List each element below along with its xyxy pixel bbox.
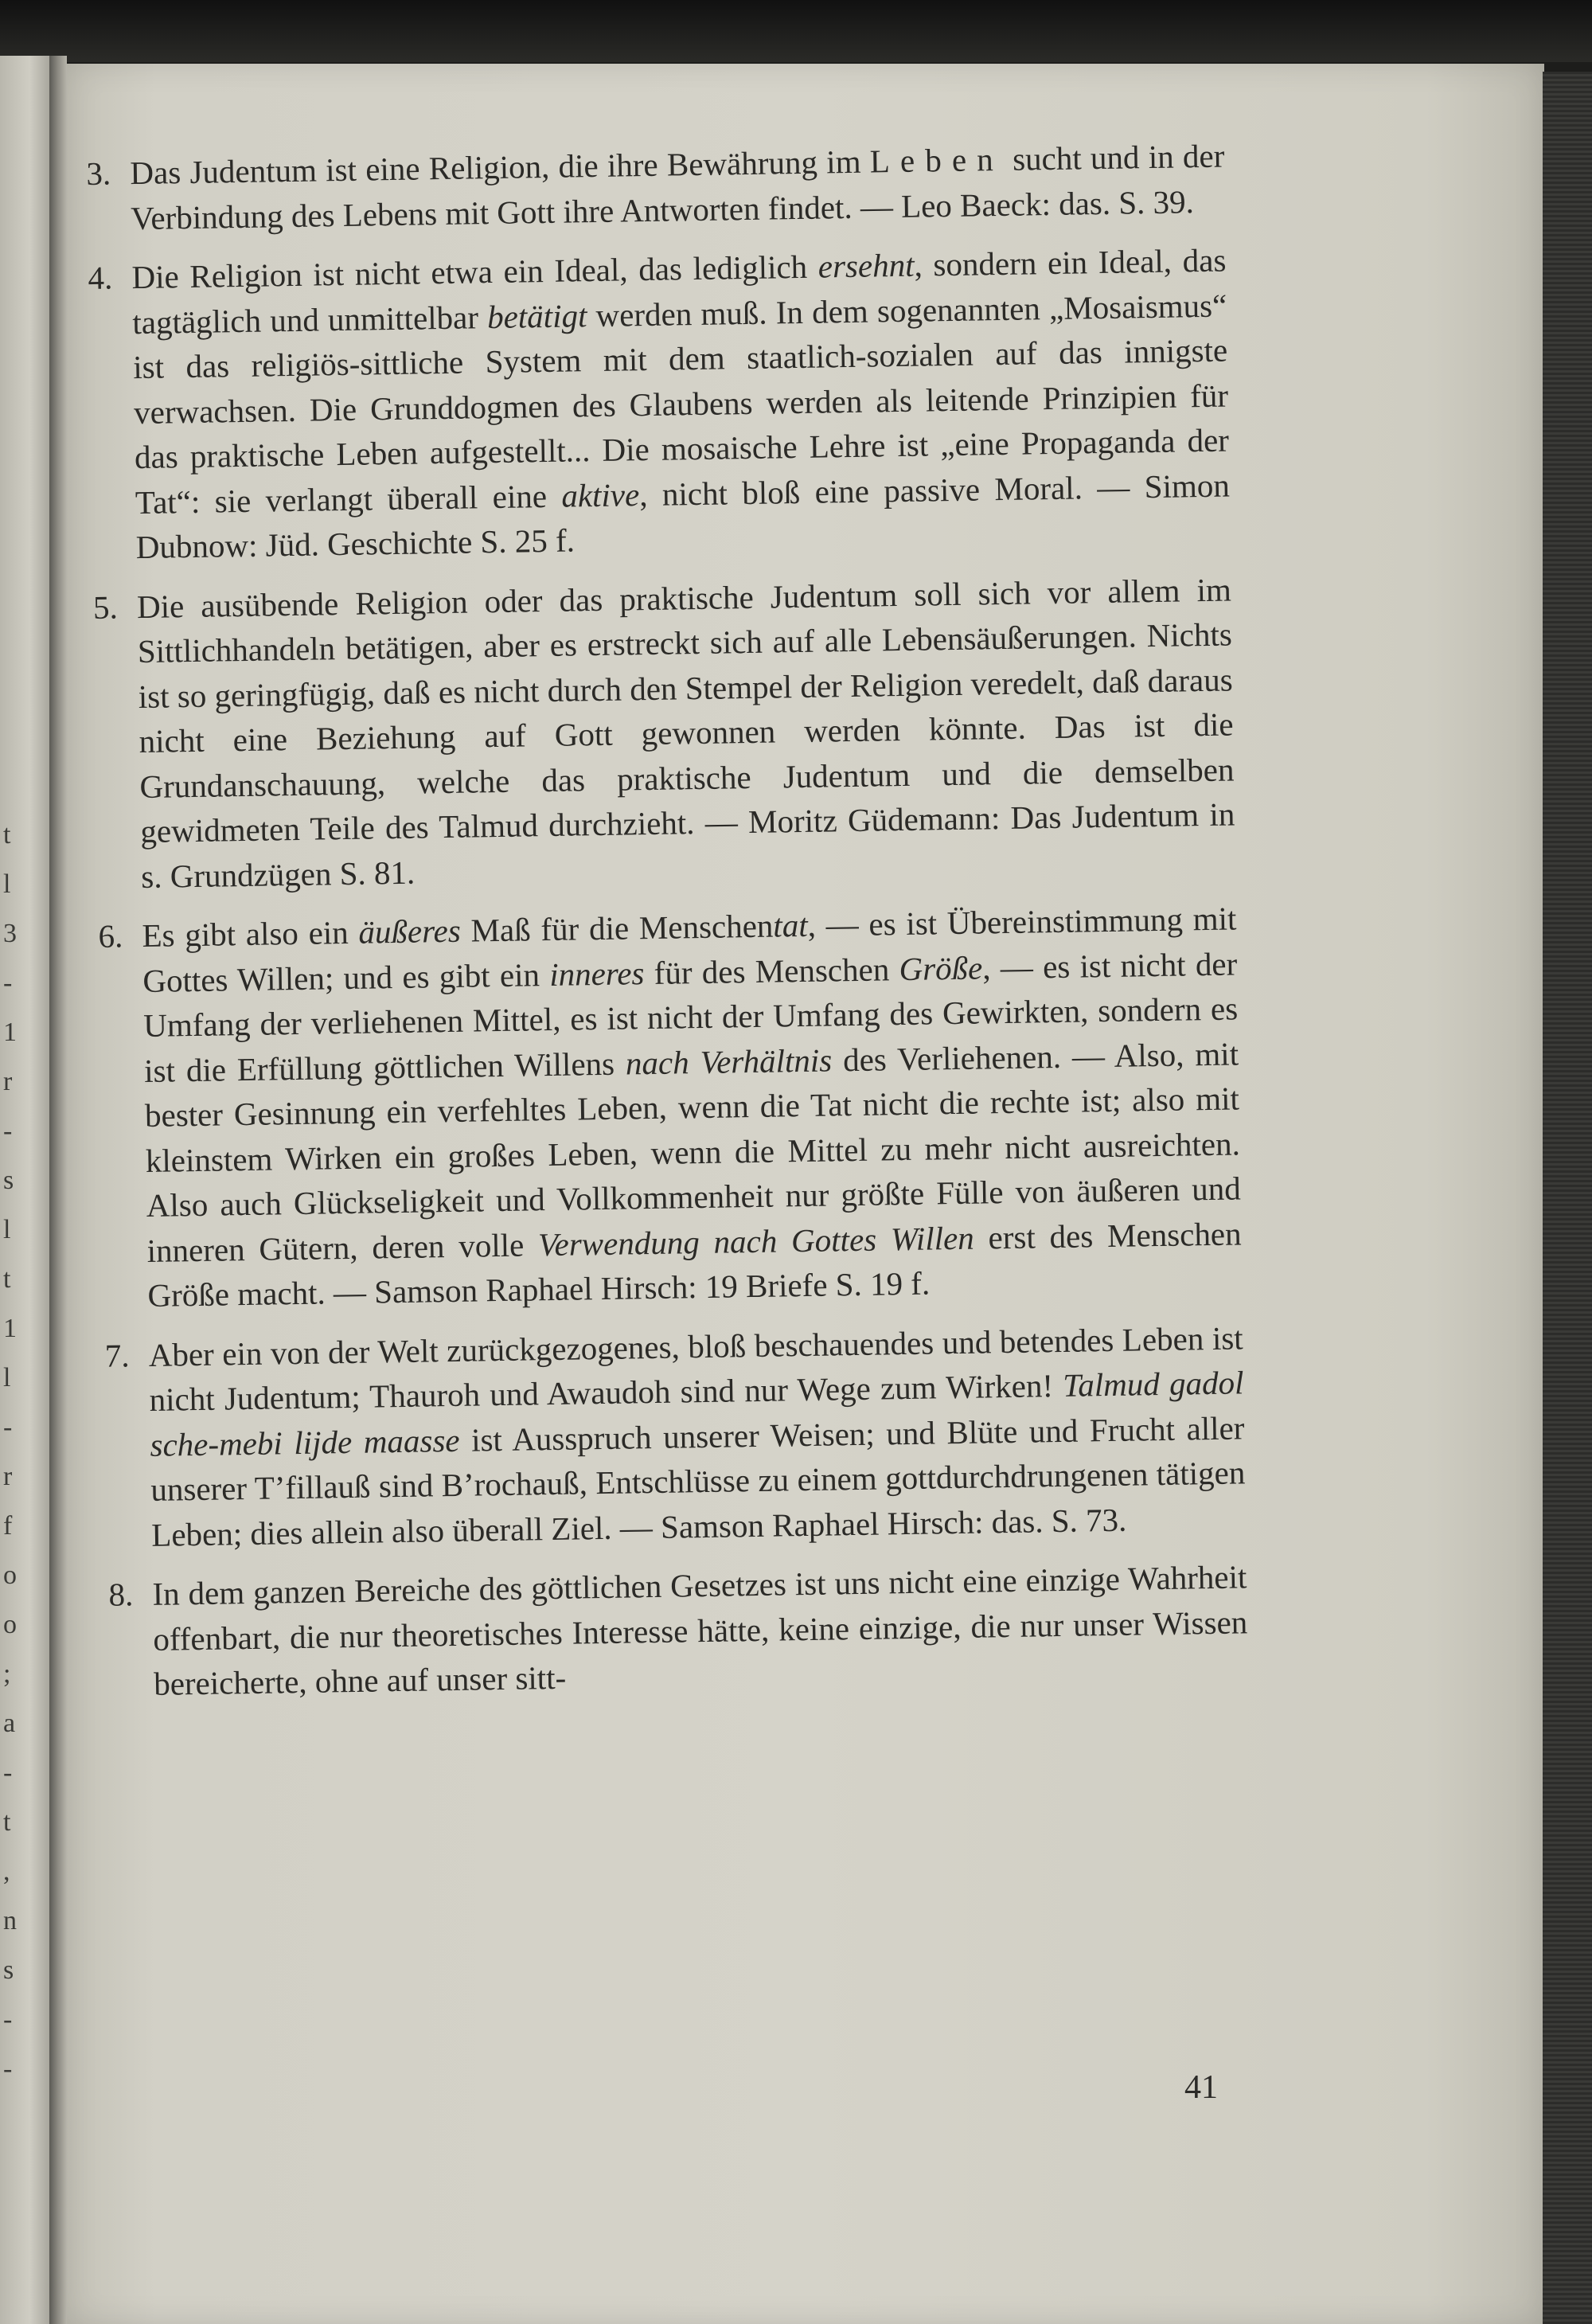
entry-text: Maß für die Menschen	[460, 907, 774, 949]
entry-text: erst des Menschen Größe macht. — Samson Raphael Hirsch: 19 Briefe S. 19 f.	[147, 1214, 1242, 1314]
entry-text: Die ausübende Religion oder das praktische Judentum soll sich vor allem im Sittlichhandeln betätigen, aber es erstreckt sich auf alle Lebensäußerungen. Nichts ist so geringfügig, daß es nicht durch den Stempel der Religion veredelt, daß daraus nicht eine Beziehung auf Gott gewonnen werden könnte. Das ist die Grundanschauung, welche das praktische Judentum und die demselben gewidmeten Teile des Talmud durchzieht. — Moritz Güdemann: Das Judentum in s. Grundzügen S. 81.	[136, 570, 1235, 895]
adjacent-page-letter: t	[3, 1264, 11, 1294]
adjacent-page-letter: s	[3, 1955, 14, 1985]
entry-text: Das Judentum ist eine Religion, die ihre Bewährung im	[130, 143, 871, 192]
adjacent-page-letter: 1	[3, 1017, 17, 1047]
quote-entry	[88, 238, 1231, 571]
entry-number: 4.	[88, 259, 113, 296]
adjacent-page-letter: -	[3, 1116, 13, 1146]
emphasized-text: äußeres	[358, 912, 462, 951]
adjacent-page-letter: t	[3, 1807, 11, 1837]
emphasized-text: tat	[772, 906, 808, 944]
adjacent-page-letter: f	[3, 1511, 13, 1541]
adjacent-page-letter: -	[3, 1412, 13, 1442]
adjacent-page-letter: -	[3, 1758, 13, 1787]
adjacent-page-letter: -	[3, 2054, 13, 2084]
page-text	[86, 134, 1249, 1708]
adjacent-page-letter: ;	[3, 1659, 11, 1689]
emphasized-text: ersehnt	[817, 246, 915, 285]
entry-text: , sondern ein Ideal, das tagtäglich und unmittelbar	[132, 241, 1227, 341]
quote-entry	[104, 1315, 1246, 1558]
entry-text: sucht und in der Verbindung des Lebens mit Gott ihre Antworten findet. — Leo Baeck: das. S. 39.	[130, 137, 1225, 236]
quote-entry	[93, 567, 1236, 900]
adjacent-page-letter: l	[3, 1215, 11, 1244]
emphasized-text: aktive	[560, 475, 640, 514]
adjacent-page-letter: r	[3, 1462, 13, 1491]
entry-text: ist Ausspruch unserer Weisen; und Blüte und Frucht aller unserer T’fillauß sind B’rochauß, Entschlüsse zu einem gottdurchdrungenen tätigen Leben; dies allein also überall Ziel. — Samson Raphael Hirsch: das. S. 73.	[150, 1408, 1246, 1553]
book-gutter	[49, 56, 67, 2324]
emphasized-text: nach Verhältnis	[625, 1041, 833, 1081]
quote-entry	[98, 896, 1243, 1318]
adjacent-page-letter: ,	[3, 1857, 10, 1886]
entry-number: 5.	[92, 588, 119, 626]
adjacent-page-letter: t	[3, 820, 11, 850]
emphasized-text: inneres	[548, 954, 645, 993]
emphasized-text: betätigt	[486, 296, 587, 335]
emphasized-text: Größe	[899, 948, 983, 987]
adjacent-page-letter: 3	[3, 919, 17, 948]
entry-text: , — es ist Übereinstimmung mit Gottes Willen; und es gibt ein	[142, 900, 1237, 999]
adjacent-page-letter: o	[3, 1560, 17, 1590]
entry-text: In dem ganzen Bereiche des göttlichen Gesetzes ist uns nicht eine einzige Wahrheit offenbart, die nur theoretisches Interesse hätte, keine einzige, die nur unser Wissen bereicherte, ohne auf unser sitt-	[152, 1558, 1248, 1702]
adjacent-page-letter: -	[3, 968, 13, 998]
spaced-text: Leben	[869, 140, 1005, 180]
entry-text: Es gibt also ein	[142, 913, 359, 955]
entry-text: des Verliehenen. — Also, mit bester Gesinnung ein verfehltes Leben, wenn die Tat nicht die rechte ist; also mit kleinstem Wirken ein großes Leben, wenn die Mittel zu mehr nicht ausreichten. Also auch Glückseligkeit und Vollkommenheit nur größte Fülle von äußeren und inneren Gütern, deren volle	[144, 1034, 1241, 1269]
page-number: 41	[1184, 2069, 1218, 2106]
adjacent-page-letter: -	[3, 2005, 13, 2034]
quote-entry	[86, 134, 1226, 241]
entry-text: werden muß. In dem sogenannten „Mosaismus“ ist das religiös-sittliche System mit dem staatlich-sozialen auf das innigste verwachsen. Die Grunddogmen des Glaubens werden als leitende Prinzipien für das praktische Leben aufgestellt... Die mosaische Lehre ist „eine Propaganda der Tat“: sie verlangt überall eine	[132, 287, 1230, 521]
entry-number: 6.	[98, 917, 123, 955]
entry-number: 8.	[108, 1576, 134, 1613]
adjacent-page-letter: r	[3, 1067, 13, 1096]
adjacent-page-edge	[0, 56, 49, 2324]
adjacent-page-letter: o	[3, 1610, 17, 1639]
entry-text: für des Menschen	[644, 950, 899, 991]
book-cover-edge	[1543, 72, 1592, 2324]
entry-text: , nicht bloß eine passive Moral. — Simon Dubnow: Jüd. Geschichte S. 25 f.	[135, 466, 1231, 566]
entry-text: Aber ein von der Welt zurückgezogenes, bloß beschauendes und betendes Leben ist nicht Judentum; Thauroh und Awaudoh sind nur Wege zum Wirken!	[148, 1318, 1243, 1418]
emphasized-text: Verwendung nach Gottes Willen	[537, 1219, 975, 1263]
adjacent-page-letter: n	[3, 1906, 17, 1935]
top-shadow-band	[0, 0, 1592, 62]
adjacent-page-letter: 1	[3, 1314, 17, 1343]
emphasized-text: Talmud gadol sche-mebi lijde maasse	[150, 1364, 1244, 1463]
quote-entry	[108, 1554, 1248, 1707]
adjacent-page-letter: s	[3, 1166, 14, 1195]
entry-text: , — es ist nicht der Umfang der verliehenen Mittel, es ist nicht der Umfang des Gewirkten, sondern es ist die Erfüllung göttlichen Willens	[142, 944, 1239, 1089]
entry-text: Die Religion ist nicht etwa ein Ideal, das lediglich	[131, 248, 819, 296]
entry-number: 7.	[104, 1336, 130, 1374]
adjacent-page-letter: a	[3, 1709, 16, 1738]
adjacent-page-letter: l	[3, 869, 11, 899]
entry-number: 3.	[86, 154, 111, 192]
adjacent-page-letter: l	[3, 1363, 11, 1392]
